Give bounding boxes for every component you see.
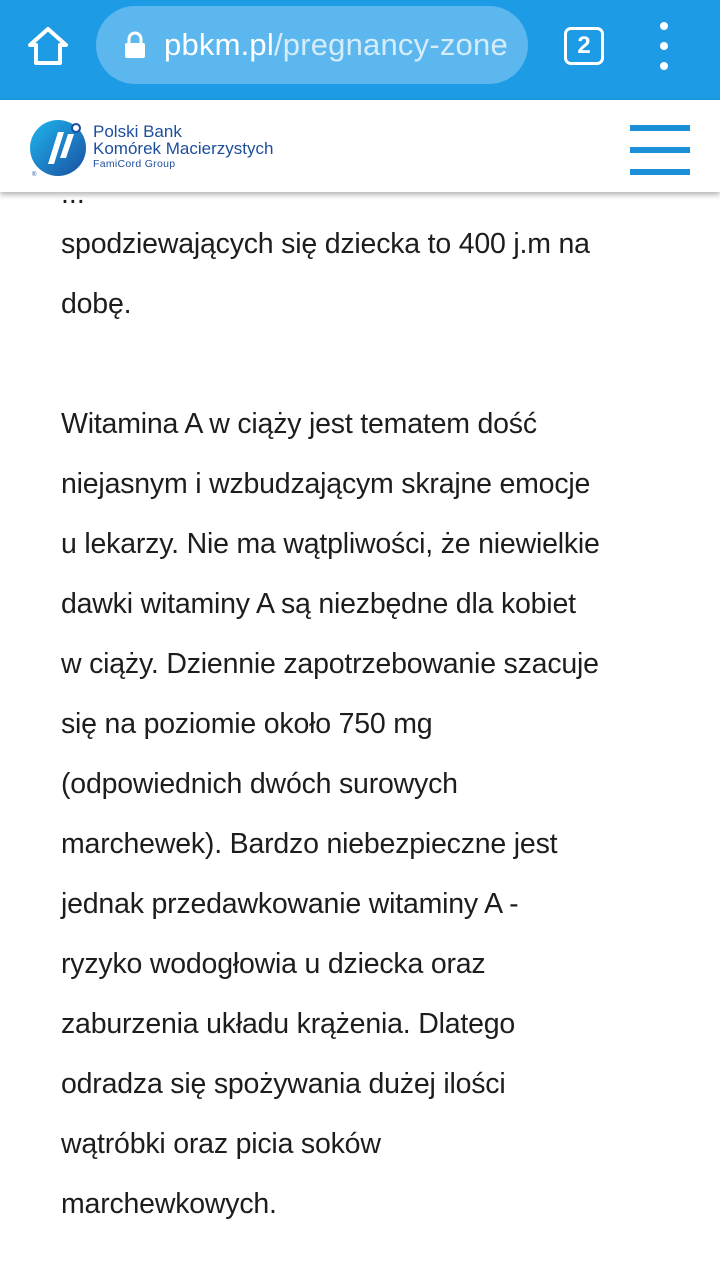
svg-text:®: ® bbox=[32, 172, 37, 178]
text-line: jednak przedawkowanie witaminy A - bbox=[61, 888, 519, 920]
more-vert-icon bbox=[660, 22, 668, 30]
tab-switcher-button[interactable]: 2 bbox=[564, 27, 604, 65]
text-line: dawki witaminy A są niezbędne dla kobiet bbox=[61, 588, 576, 620]
logo-line-3: FamiCord Group bbox=[93, 158, 176, 170]
text-line: niejasnym i wzbudzającym skrajne emocje bbox=[61, 468, 591, 500]
text-line: odradza się spożywania dużej ilości bbox=[61, 1068, 506, 1100]
browser-toolbar bbox=[0, 0, 720, 100]
text-line: się na poziomie około 750 mg bbox=[61, 708, 433, 740]
logo-line-1: Polski Bank bbox=[93, 122, 182, 141]
url-path: /pregnancy-zone bbox=[273, 27, 508, 62]
address-bar[interactable] bbox=[96, 6, 528, 84]
pbkm-logo-icon[interactable] bbox=[28, 118, 88, 178]
browser-menu-button[interactable] bbox=[644, 22, 684, 70]
lock-icon bbox=[122, 30, 148, 60]
article-body bbox=[0, 192, 720, 1277]
home-icon bbox=[26, 25, 70, 67]
site-menu-button[interactable] bbox=[630, 125, 690, 175]
article-paragraph bbox=[61, 394, 681, 1234]
text-line: u lekarzy. Nie ma wątpliwości, że niewielkie bbox=[61, 528, 600, 560]
hamburger-icon bbox=[630, 125, 690, 131]
home-button[interactable] bbox=[22, 20, 74, 72]
text-line: ryzyko wodogłowia u dziecka oraz bbox=[61, 948, 486, 980]
logo-wordmark[interactable] bbox=[93, 123, 273, 170]
text-line: dobę. bbox=[61, 288, 132, 320]
url-text bbox=[164, 27, 508, 63]
text-line: zaburzenia układu krążenia. Dlatego bbox=[61, 1008, 516, 1040]
text-line: spodziewających się dziecka to 400 j.m na bbox=[61, 228, 590, 260]
text-line: (odpowiednich dwóch surowych bbox=[61, 768, 458, 800]
partial-text-line: ... bbox=[61, 192, 85, 210]
logo-line-2: Komórek Macierzystych bbox=[93, 139, 274, 158]
text-line: Witamina A w ciąży jest tematem dość bbox=[61, 408, 537, 440]
site-header bbox=[0, 100, 720, 192]
url-domain: pbkm.pl bbox=[164, 27, 274, 62]
article-paragraph bbox=[61, 214, 681, 334]
text-line: marchewek). Bardzo niebezpieczne jest bbox=[61, 828, 558, 860]
text-line: wątróbki oraz picia soków bbox=[61, 1128, 381, 1160]
text-line: marchewkowych. bbox=[61, 1188, 277, 1220]
text-line: w ciąży. Dziennie zapotrzebowanie szacuje bbox=[61, 648, 599, 680]
